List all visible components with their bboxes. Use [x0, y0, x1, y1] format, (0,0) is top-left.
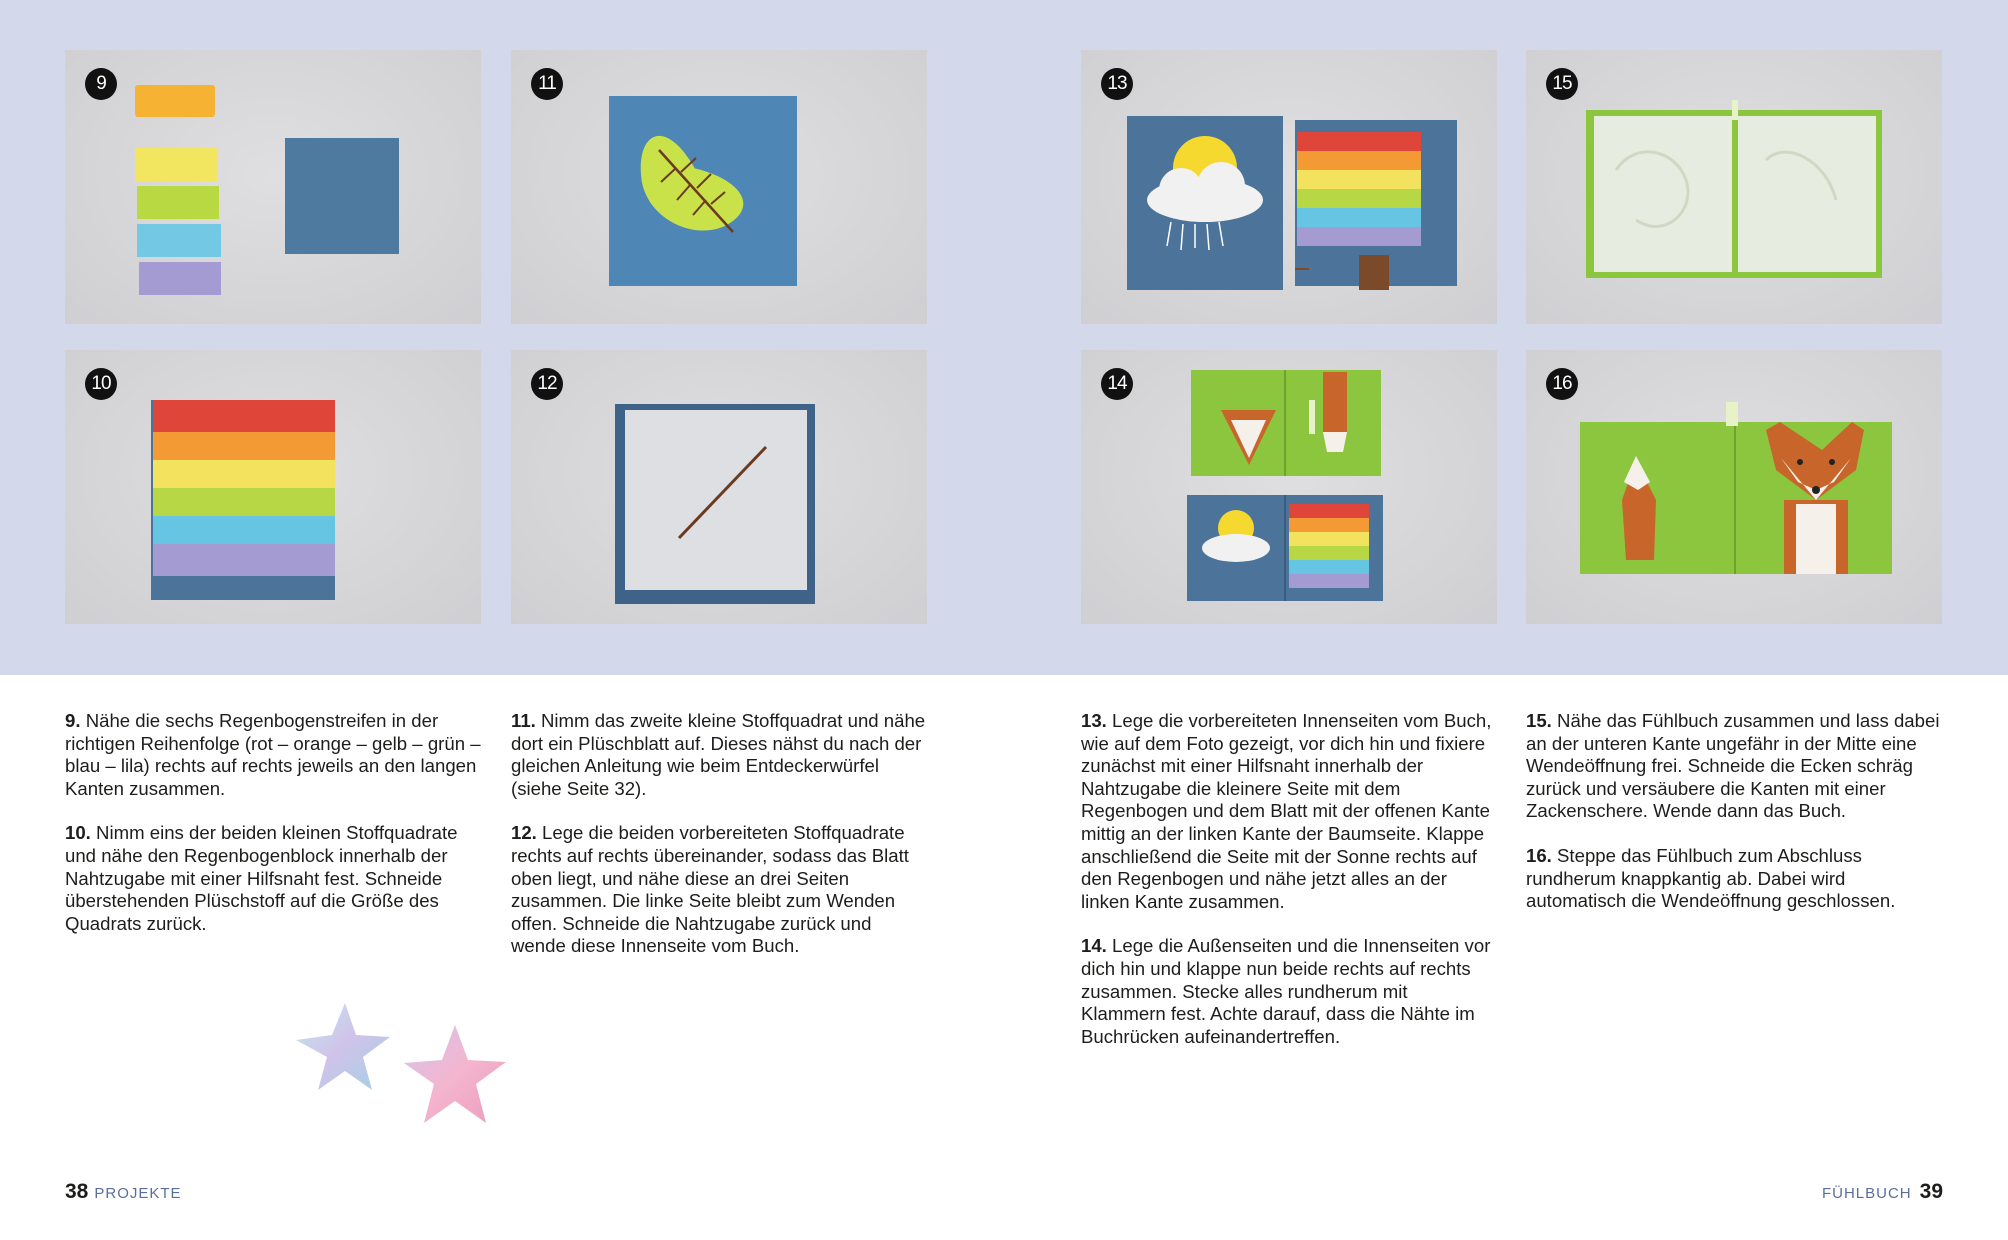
step-photo-12 [511, 350, 927, 624]
step-photo-13 [1081, 50, 1497, 324]
pink-star-icon [404, 1025, 506, 1123]
text-column-1 [65, 710, 481, 957]
blue-star-icon [296, 1003, 390, 1090]
inner-pages-illustration [1081, 50, 1497, 324]
step-photo-10 [65, 350, 481, 624]
page-number-right: 39 [1919, 1180, 1943, 1203]
footer-left [65, 1180, 182, 1204]
step-badge: 16 [1546, 368, 1578, 400]
step-photo-16 [1526, 350, 1942, 624]
text-column-4 [1526, 710, 1942, 935]
rainbow-block-illustration [65, 350, 481, 624]
fabric-strips-illustration [65, 50, 481, 324]
finished-book-illustration [1526, 350, 1942, 624]
step-badge: 14 [1101, 368, 1133, 400]
section-label-right: FÜHLBUCH [1821, 1185, 1912, 1202]
stacked-squares-illustration [511, 350, 927, 624]
step-9: 9. Nähe die sechs Regenbogenstreifen in der richtigen Reihenfolge (rot – orange – gelb – grün – blau – lila) rechts auf rechts jeweils an den langen Kanten zusammen. [65, 710, 481, 799]
section-label-left: PROJEKTE [94, 1185, 182, 1202]
step-badge: 13 [1101, 68, 1133, 100]
leaf-square-illustration [511, 50, 927, 324]
book-pages-illustration [1081, 350, 1497, 624]
step-badge: 11 [531, 68, 563, 100]
step-photo-14 [1081, 350, 1497, 624]
step-photo-11 [511, 50, 927, 324]
decorative-stars [290, 995, 530, 1135]
step-badge: 10 [85, 368, 117, 400]
footer-right [1822, 1180, 1943, 1204]
step-15: 15. Nähe das Fühlbuch zusammen und lass dabei an der unteren Kante ungefähr in der Mitte eine Wendeöffnung frei. Schneide die Ecken schräg zurück und versäubere die Kanten mit einer Zackenschere. Wende dann das Buch. [1526, 710, 1940, 822]
text-column-3 [1081, 710, 1497, 1070]
step-badge: 12 [531, 368, 563, 400]
sewn-book-illustration [1526, 50, 1942, 324]
step-11: 11. Nimm das zweite kleine Stoffquadrat und nähe dort ein Plüschblatt auf. Dieses nähst du nach der gleichen Anleitung wie beim Entdeckerwürfel (siehe Seite 32). [511, 710, 926, 799]
page-number-left: 38 [65, 1180, 89, 1203]
step-badge: 9 [85, 68, 117, 100]
text-column-2 [511, 710, 927, 980]
step-16: 16. Steppe das Fühlbuch zum Abschluss rundherum knappkantig ab. Dabei wird automatisch die Wendeöffnung geschlossen. [1526, 844, 1896, 912]
step-photo-9 [65, 50, 481, 324]
step-10: 10. Nimm eins der beiden kleinen Stoffquadrate und nähe den Regenbogenblock innerhalb der Nahtzugabe mit einer Hilfsnaht fest. Schneide überstehenden Plüschstoff auf die Größe des Quadrats zurück. [65, 822, 458, 934]
step-12: 12. Lege die beiden vorbereiteten Stoffquadrate rechts auf rechts übereinander, sodass das Blatt oben liegt, und nähe diese an drei Seiten zusammen. Die linke Seite bleibt zum Wenden offen. Schneide die Nahtzugabe zurück und wende diese Innenseite vom Buch. [511, 822, 909, 957]
step-13: 13. Lege die vorbereiteten Innenseiten vom Buch, wie auf dem Foto gezeigt, vor dich hin und fixiere zunächst mit einer Hilfsnaht innerhalb der Nahtzugabe die kleinere Seite mit dem Regenbogen und dem Blatt mit der offenen Kante mittig an der linken Kante der Baumseite. Klappe anschließend die Seite mit der Sonne rechts auf den Regenbogen und nähe jetzt alles an der linken Kante zusammen. [1081, 710, 1492, 912]
step-photo-15 [1526, 50, 1942, 324]
step-14: 14. Lege die Außenseiten und die Innenseiten vor dich hin und klappe nun beide rechts auf rechts zusammen. Stecke alles rundherum mit Klammern fest. Achte darauf, dass die Nähte im Buchrücken aufeinandertreffen. [1081, 935, 1491, 1047]
step-badge: 15 [1546, 68, 1578, 100]
